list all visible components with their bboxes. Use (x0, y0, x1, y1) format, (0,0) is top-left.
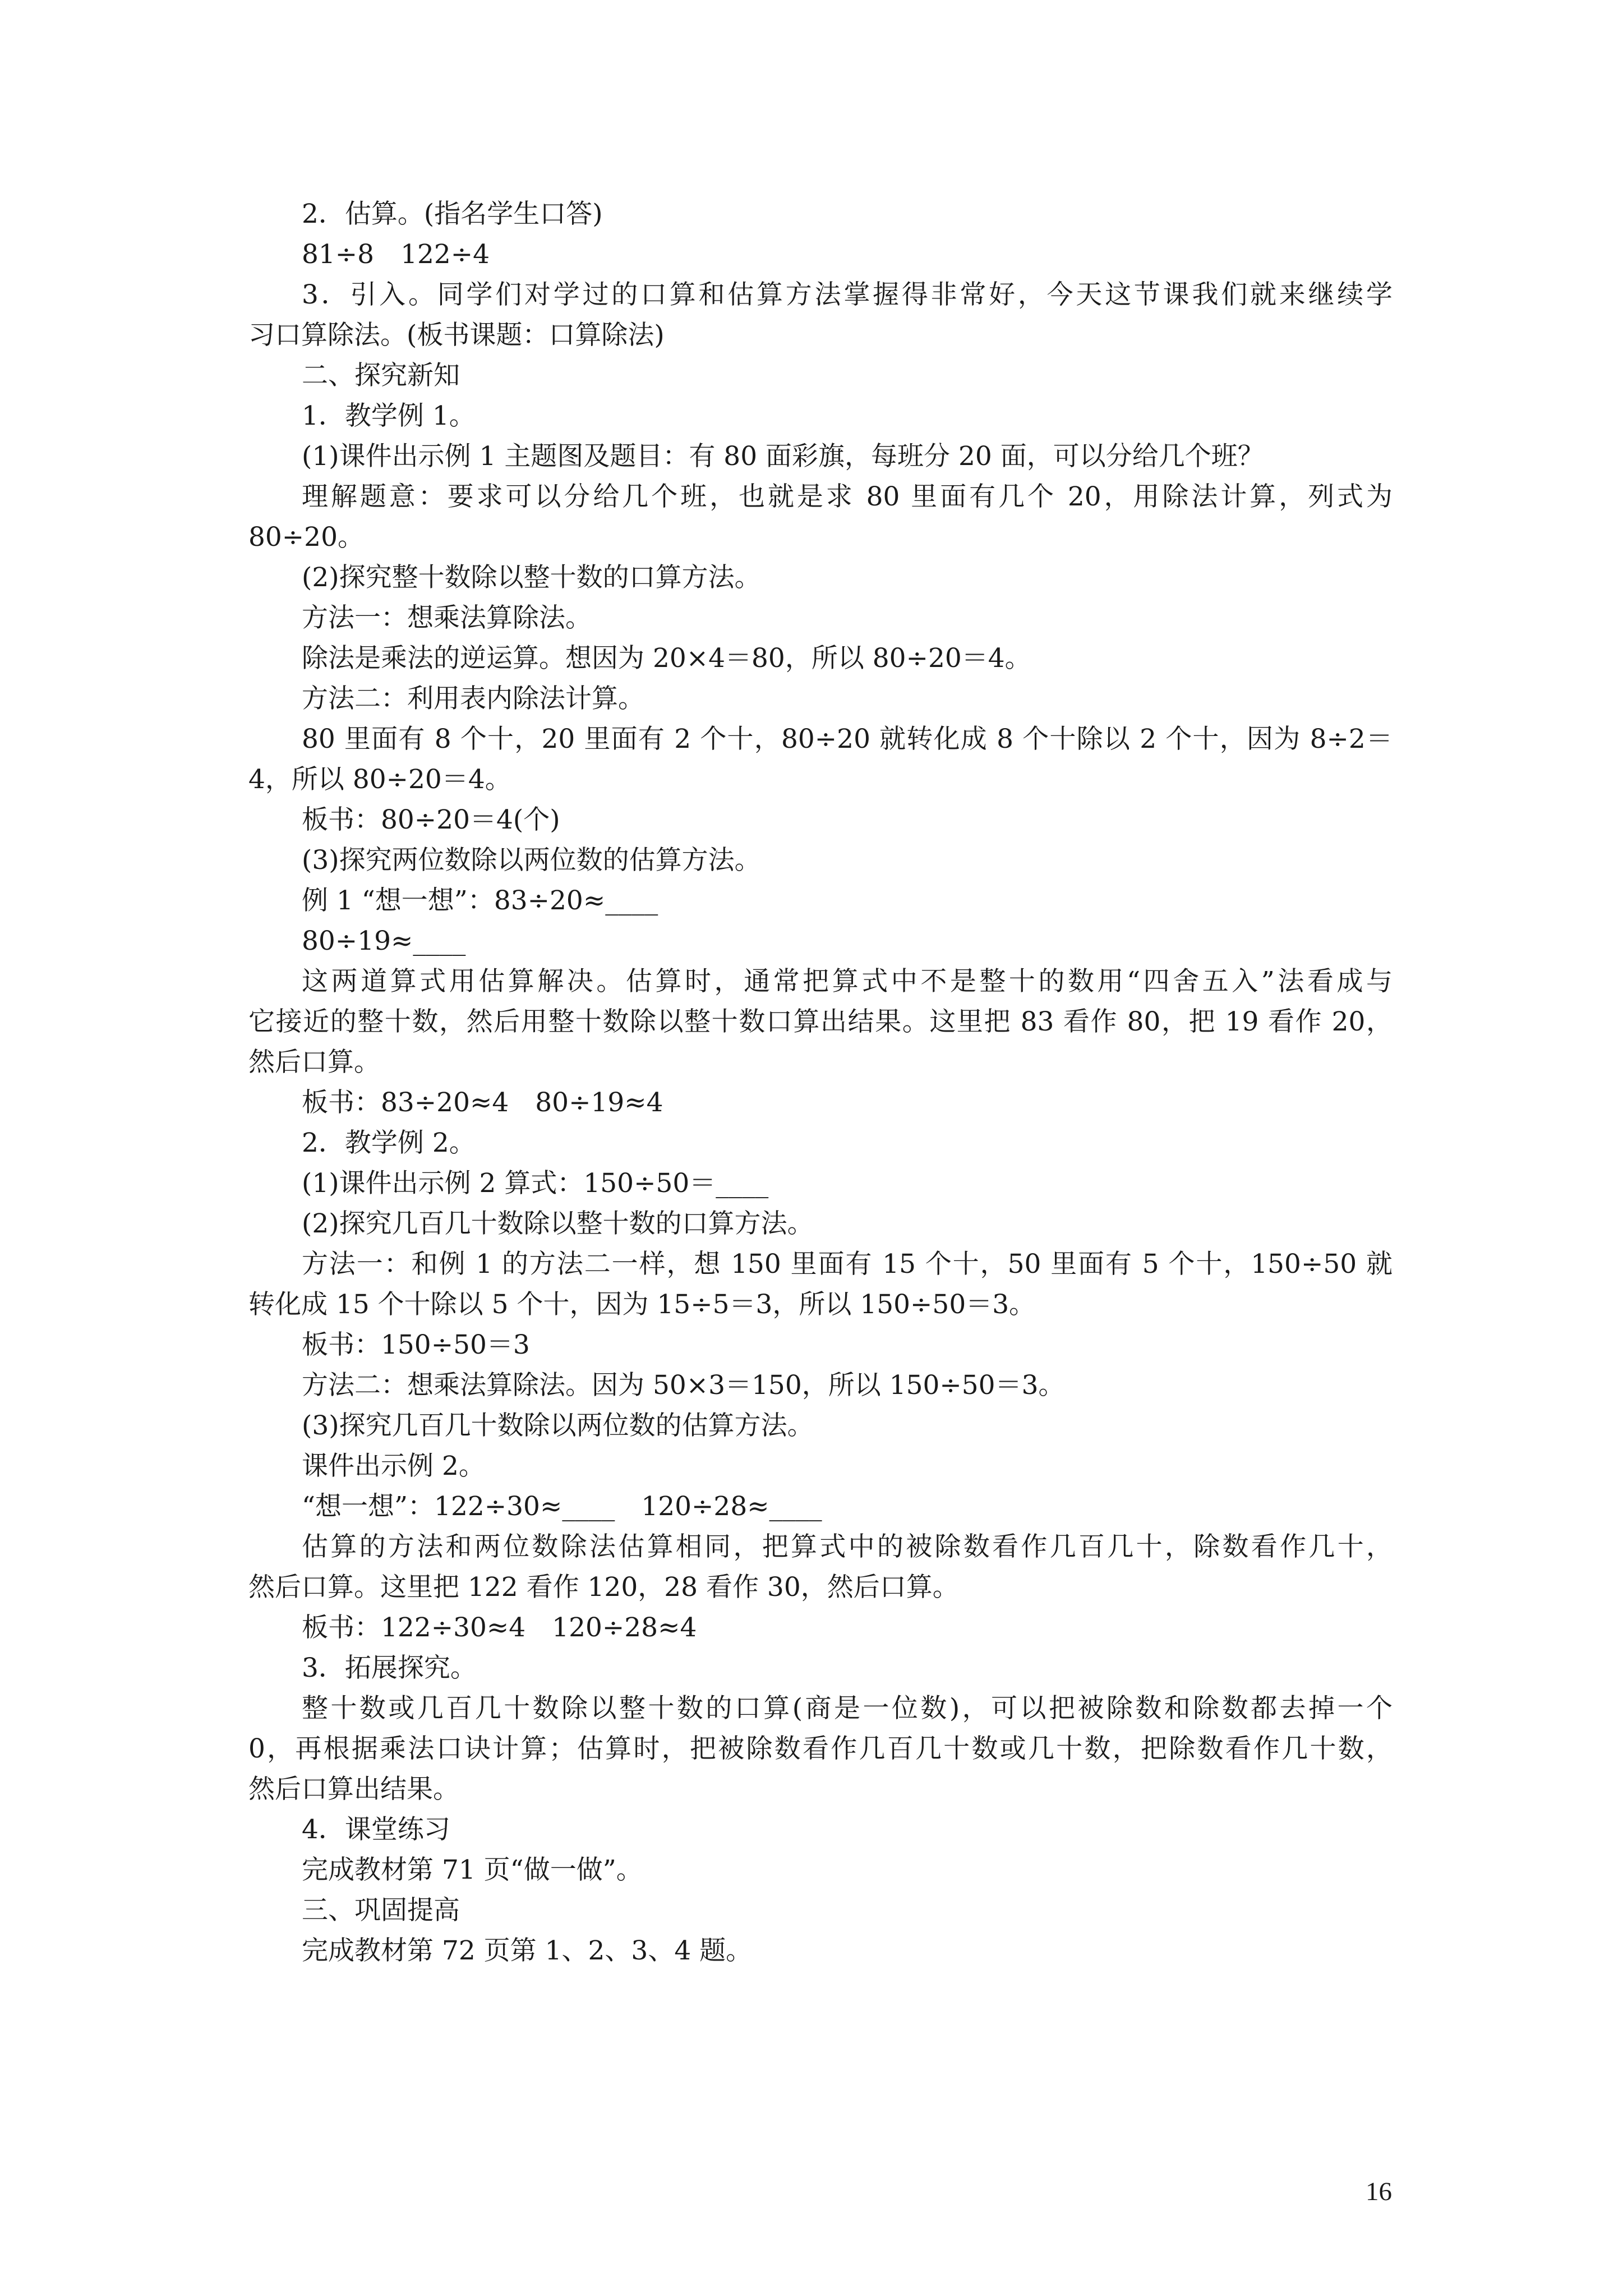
text-line: 然后口算出结果。 (248, 1774, 459, 1805)
subsection-heading: 1．教学例 1。 (302, 401, 476, 431)
text-line: 估算的方法和两位数除法估算相同，把算式中的被除数看作几百几十，除数看作几十， (302, 1531, 1393, 1562)
section-heading: 二、探究新知 (302, 360, 460, 391)
text-line: (2)探究整十数除以整十数的口算方法。 (302, 562, 761, 593)
text-line: 例 1 “想一想”：83÷20≈____ (302, 885, 658, 916)
text-line: 3．引入。同学们对学过的口算和估算方法掌握得非常好，今天这节课我们就来继续学 (302, 279, 1393, 310)
section-heading: 三、巩固提高 (302, 1895, 460, 1926)
text-line: 除法是乘法的逆运算。想因为 20×4＝80，所以 80÷20＝4。 (302, 643, 1031, 674)
text-line: 理解题意：要求可以分给几个班，也就是求 80 里面有几个 20，用除法计算，列式为 (302, 481, 1393, 512)
text-line: (1)课件出示例 2 算式：150÷50＝____ (302, 1168, 769, 1199)
page-body (248, 194, 1393, 1971)
text-line: 然后口算。这里把 122 看作 120，28 看作 30，然后口算。 (248, 1572, 959, 1603)
text-line: 0，再根据乘法口诀计算；估算时，把被除数看作几百几十数或几十数，把除数看作几十数， (248, 1733, 1393, 1764)
text-line: 80÷20。 (248, 522, 364, 553)
board-note: 板书：122÷30≈4 120÷28≈4 (302, 1612, 697, 1643)
text-line: “想一想”：122÷30≈____ 120÷28≈____ (302, 1491, 822, 1522)
subsection-heading: 3．拓展探究。 (302, 1653, 477, 1683)
text-line: 然后口算。 (248, 1047, 380, 1078)
text-line: 习口算除法。(板书课题：口算除法) (248, 320, 665, 351)
text-line: 80 里面有 8 个十，20 里面有 2 个十，80÷20 就转化成 8 个十除以 2 个十，因为 8÷2＝ (302, 724, 1393, 754)
text-line: 课件出示例 2。 (302, 1451, 485, 1481)
board-note: 板书：150÷50＝3 (302, 1329, 530, 1360)
text-line: 方法一：和例 1 的方法二一样，想 150 里面有 15 个十，50 里面有 5 个十，150÷50 就 (302, 1249, 1393, 1280)
text-line: 4，所以 80÷20＝4。 (248, 764, 511, 795)
text-line: 转化成 15 个十除以 5 个十，因为 15÷5＝3，所以 150÷50＝3。 (248, 1289, 1036, 1320)
text-line: (2)探究几百几十数除以整十数的口算方法。 (302, 1208, 814, 1239)
text-line: 整十数或几百几十数除以整十数的口算(商是一位数)，可以把被除数和除数都去掉一个 (302, 1693, 1393, 1724)
text-line: (1)课件出示例 1 主题图及题目：有 80 面彩旗，每班分 20 面，可以分给几个班？ (302, 441, 1264, 472)
text-line: 完成教材第 71 页“做一做”。 (302, 1855, 643, 1885)
text-line: 80÷19≈____ (302, 926, 466, 956)
subsection-heading: 4．课堂练习 (302, 1814, 450, 1845)
text-line: 2．估算。(指名学生口答) (302, 199, 603, 229)
text-line: (3)探究两位数除以两位数的估算方法。 (302, 845, 761, 876)
text-line: 它接近的整十数，然后用整十数除以整十数口算出结果。这里把 83 看作 80，把 19 看作 20， (248, 1006, 1393, 1037)
text-line: 81÷8 122÷4 (302, 239, 490, 270)
text-line: (3)探究几百几十数除以两位数的估算方法。 (302, 1410, 814, 1441)
text-line: 完成教材第 72 页第 1、2、3、4 题。 (302, 1935, 753, 1966)
text-line: 方法二：想乘法算除法。因为 50×3＝150，所以 150÷50＝3。 (302, 1370, 1065, 1401)
text-line: 方法二：利用表内除法计算。 (302, 683, 644, 714)
text-line: 这两道算式用估算解决。估算时，通常把算式中不是整十的数用“四舍五入”法看成与 (302, 966, 1393, 997)
board-note: 板书：83÷20≈4 80÷19≈4 (302, 1087, 663, 1118)
text-line: 方法一：想乘法算除法。 (302, 602, 592, 633)
board-note: 板书：80÷20＝4(个) (302, 804, 560, 835)
page-number: 16 (1366, 2177, 1392, 2206)
subsection-heading: 2．教学例 2。 (302, 1128, 476, 1158)
